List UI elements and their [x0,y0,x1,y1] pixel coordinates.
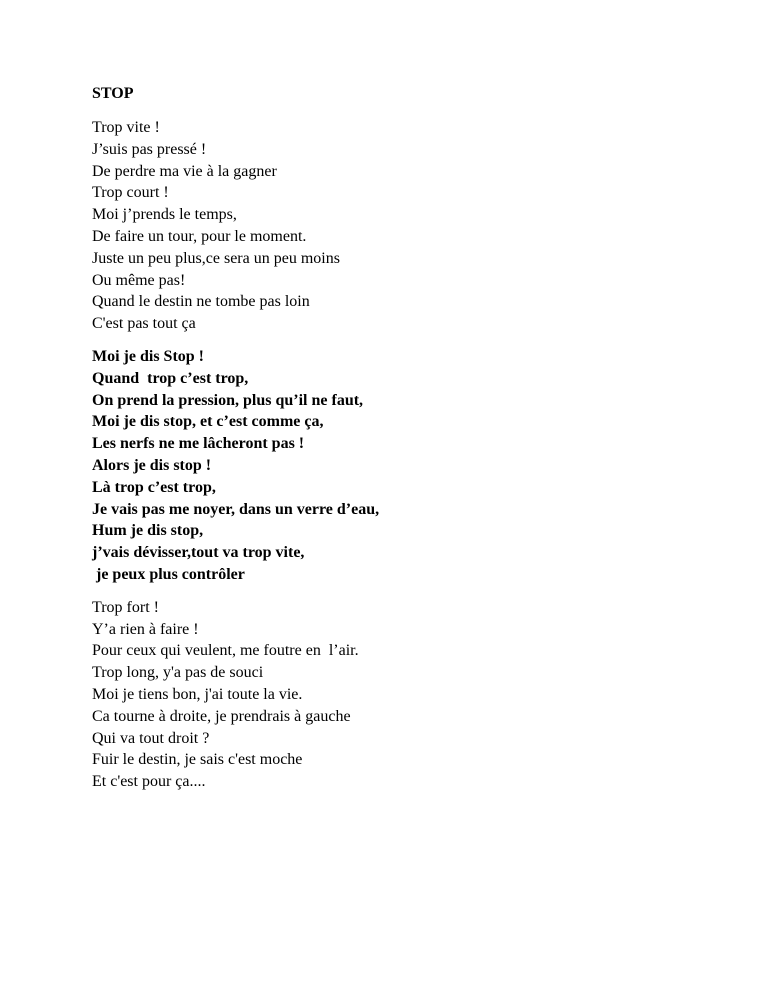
poem-line: je peux plus contrôler [92,565,245,583]
poem-line: Trop court ! [92,184,169,202]
poem-line: Alors je dis stop ! [92,456,212,474]
poem-line: Trop long, y'a pas de souci [92,664,264,682]
poem-line: Là trop c’est trop, [92,478,216,496]
poem-line: De faire un tour, pour le moment. [92,227,307,245]
poem-line: J’suis pas pressé ! [92,140,207,158]
poem-line: Moi je tiens bon, j'ai toute la vie. [92,685,303,703]
verse-stanza [92,117,732,335]
poem-line: Moi je dis stop, et c’est comme ça, [92,413,324,431]
poem-line: Pour ceux qui veulent, me foutre en l’air. [92,642,359,660]
poem-line: Hum je dis stop, [92,522,204,540]
poem-line: C'est pas tout ça [92,315,196,333]
poem-line: Je vais pas me noyer, dans un verre d’eau, [92,500,380,518]
document-page [92,83,732,804]
poem-line: Et c'est pour ça.... [92,773,206,791]
poem-line: Trop fort ! [92,598,159,616]
poem-line: Fuir le destin, je sais c'est moche [92,751,303,769]
poem-body [92,117,732,793]
poem-line: Juste un peu plus,ce sera un peu moins [92,249,340,267]
document-title: STOP [92,85,134,102]
poem-line: Moi j’prends le temps, [92,206,237,224]
poem-line: Quand le destin ne tombe pas loin [92,293,310,311]
chorus-stanza [92,346,732,586]
poem-line: Trop vite ! [92,119,160,136]
poem-line: Quand trop c’est trop, [92,369,249,387]
poem-line: De perdre ma vie à la gagner [92,162,277,180]
poem-line: Ca tourne à droite, je prendrais à gauche [92,707,351,725]
poem-line: Qui va tout droit ? [92,729,210,747]
poem-line: On prend la pression, plus qu’il ne faut, [92,391,364,409]
poem-line: Ou même pas! [92,271,186,289]
poem-line: j’vais dévisser,tout va trop vite, [92,544,305,562]
poem-line: Les nerfs ne me lâcheront pas ! [92,435,305,453]
poem-line: Y’a rien à faire ! [92,620,199,638]
verse-stanza [92,597,732,793]
poem-line: Moi je dis Stop ! [92,347,204,365]
